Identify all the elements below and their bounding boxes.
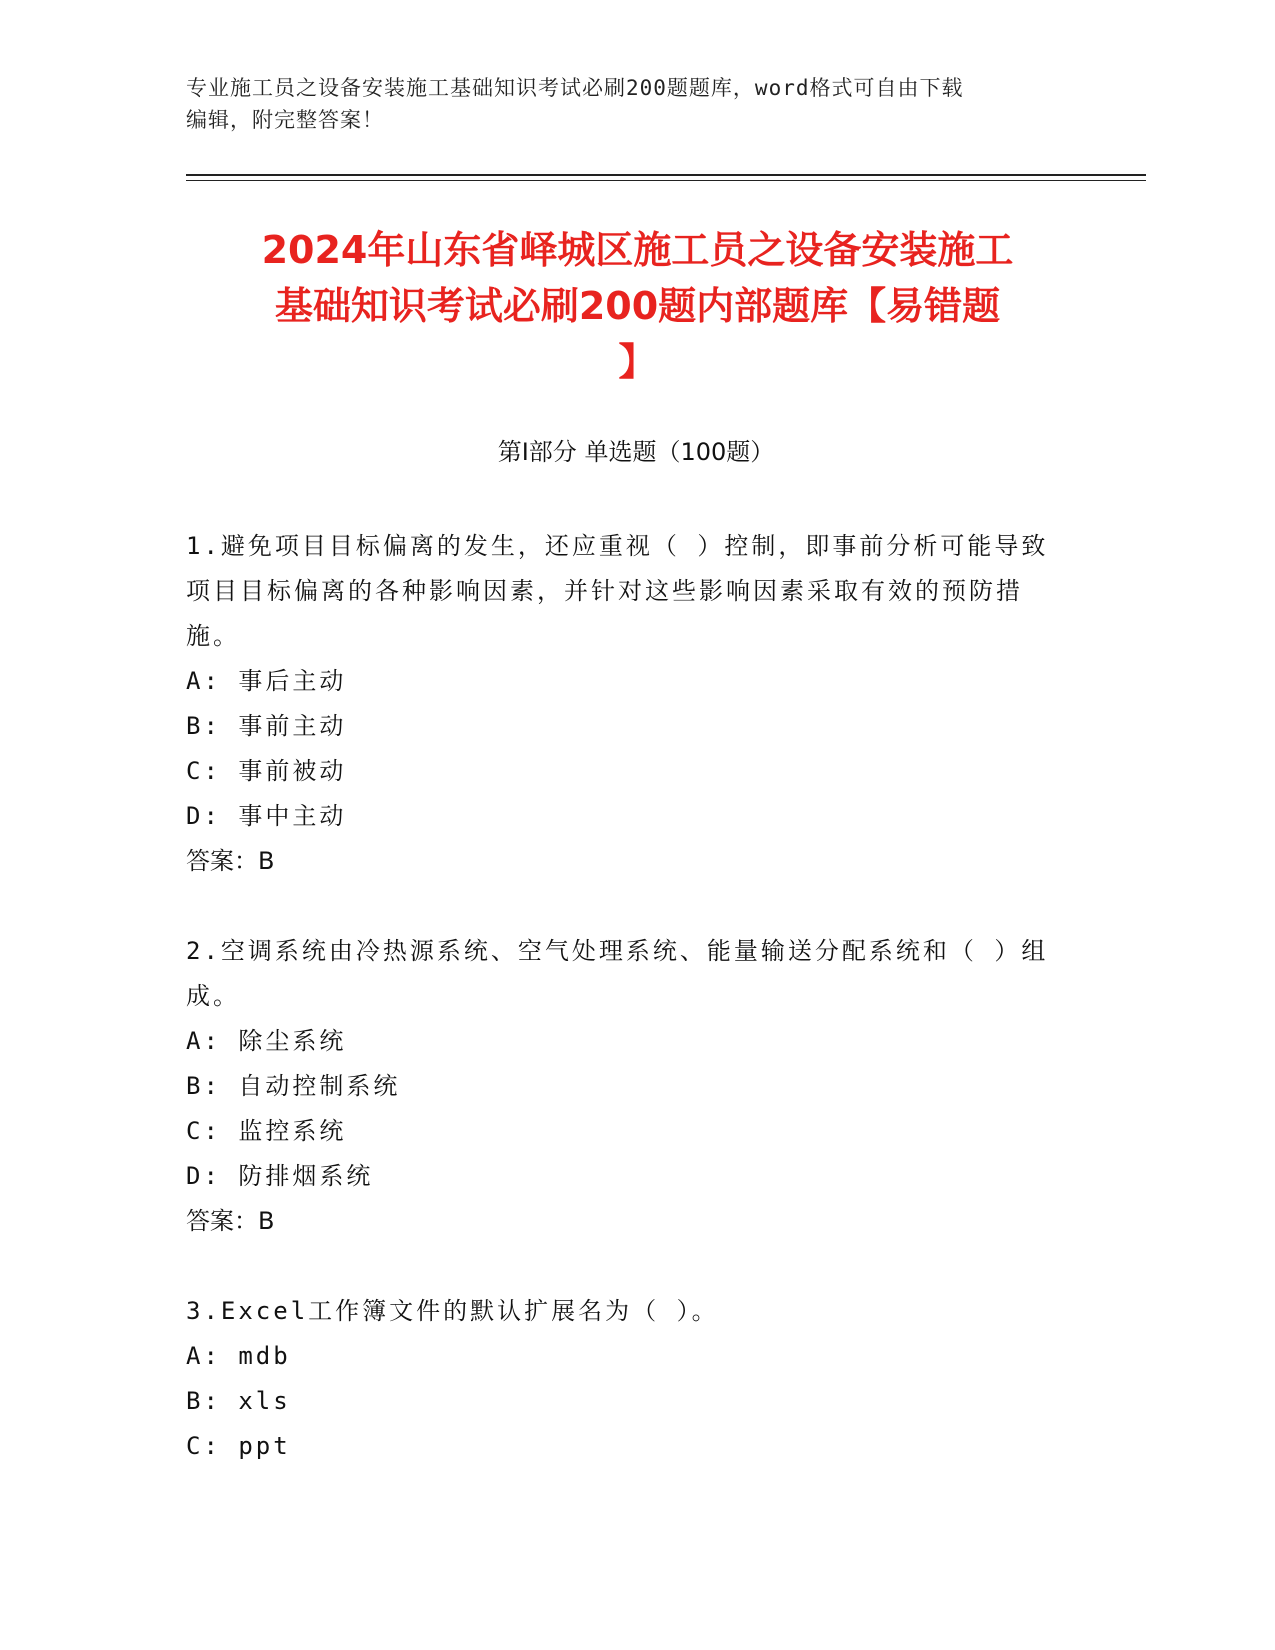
question-option-c: C: ppt [186,1432,291,1460]
question-option-b: B: 自动控制系统 [186,1072,401,1100]
question-option-a: A: 事后主动 [186,667,347,695]
header-rule-thick [186,174,1146,176]
question-option-a: A: mdb [186,1342,291,1370]
question-item [186,1289,1066,1469]
question-list [186,524,1066,1514]
question-item [186,524,1066,884]
header-note-line-1: 专业施工员之设备安装施工基础知识考试必刷200题题库，word格式可自由下载 [186,76,964,100]
question-stem: 3.Excel工作簿文件的默认扩展名为（ ）。 [186,1297,719,1325]
question-option-c: C: 监控系统 [186,1117,347,1145]
header-note-line-2: 编辑，附完整答案！ [186,108,384,132]
question-option-d: D: 防排烟系统 [186,1162,374,1190]
question-item [186,929,1066,1244]
question-option-c: C: 事前被动 [186,757,347,785]
question-answer: 答案：B [186,847,275,875]
question-option-b: B: 事前主动 [186,712,347,740]
question-answer: 答案：B [186,1207,275,1235]
header-rule-thin [186,180,1146,181]
question-option-d: D: 事中主动 [186,802,347,830]
section-heading: 第Ⅰ部分 单选题（100题） [497,438,775,466]
document-title-line-2: 基础知识考试必刷200题内部题库【易错题 [274,284,1001,328]
header-note [186,72,1086,136]
document-title [170,222,1105,390]
question-stem: 2.空调系统由冷热源系统、空气处理系统、能量输送分配系统和（ ）组成。 [186,937,1049,1010]
question-option-b: B: xls [186,1387,291,1415]
question-option-a: A: 除尘系统 [186,1027,347,1055]
document-title-line-1: 2024年山东省峄城区施工员之设备安装施工 [261,228,1014,272]
question-stem: 1.避免项目目标偏离的发生，还应重视（ ）控制，即事前分析可能导致项目目标偏离的各种影响因素，并针对这些影响因素采取有效的预防措施。 [186,532,1049,650]
document-title-line-3: 】 [618,340,657,384]
